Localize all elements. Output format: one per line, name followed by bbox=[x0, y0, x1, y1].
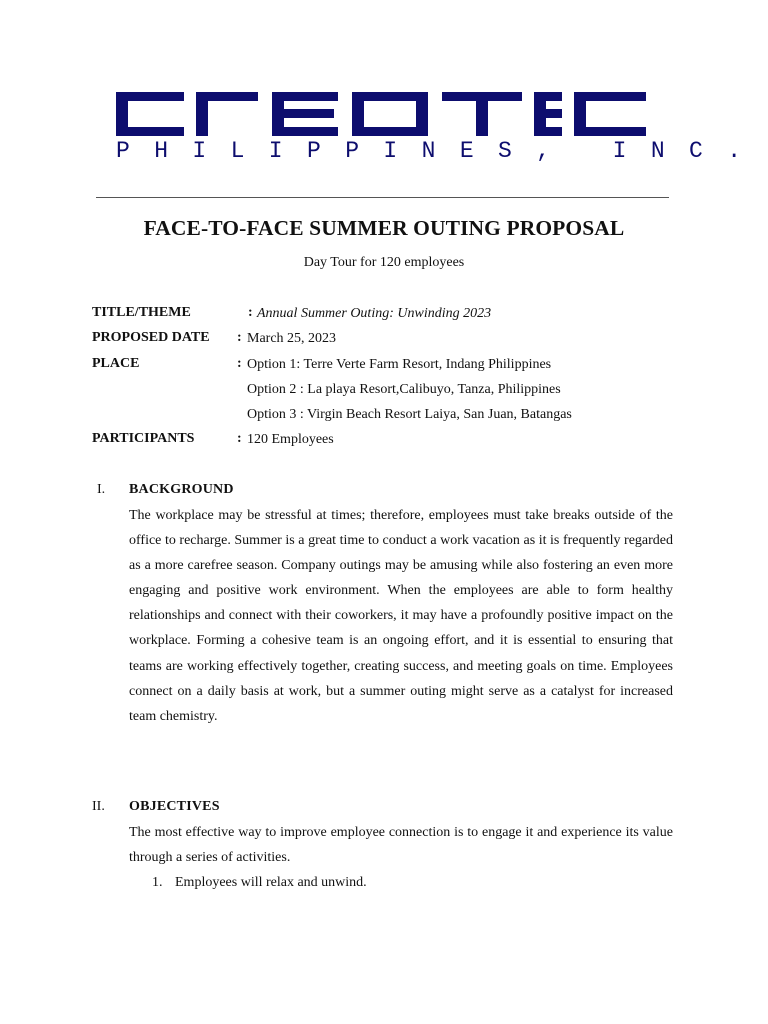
place-separator: : bbox=[237, 356, 242, 371]
logo-tagline: PHILIPPINES, INC. bbox=[116, 138, 766, 164]
company-logo bbox=[116, 92, 648, 138]
place-option-3: Option 3 : Virgin Beach Resort Laiya, San Juan, Batangas bbox=[247, 407, 572, 422]
list-item: Employees will relax and unwind. bbox=[175, 875, 367, 890]
participants-value: 120 Employees bbox=[247, 432, 334, 447]
participants-separator: : bbox=[237, 431, 242, 446]
header-divider bbox=[96, 197, 669, 198]
background-paragraph: The workplace may be stressful at times; therefore, employees must take breaks outside of the office to recharge. Summer is a great time to conduct a work vacation as it is frequently regarded as a more carefree season. Company outings may be amusing while also fostering an even more engaging and positive work environment. When the employees are able to form healthy relationships and connect with their coworkers, it may have a profoundly positive impact on the workplace. Forming a cohesive team is an ongoing effort, and it is essential to ensuring that teams are working effectively together, creating success, and meeting goals on time. Employees connect on a daily basis at work, but a summer outing might serve as a catalyst for increased team chemistry. bbox=[129, 508, 673, 724]
participants-label: PARTICIPANTS bbox=[92, 431, 195, 446]
place-option-2: Option 2 : La playa Resort,Calibuyo, Tanza, Philippines bbox=[247, 382, 561, 397]
document-title: FACE-TO-FACE SUMMER OUTING PROPOSAL bbox=[143, 216, 625, 240]
list-item-number: 1. bbox=[152, 875, 163, 890]
section-number: II. bbox=[92, 799, 105, 814]
objectives-paragraph: The most effective way to improve employee connection is to engage it and experience its value through a series of activities. bbox=[129, 825, 673, 866]
place-label: PLACE bbox=[92, 356, 140, 371]
date-label: PROPOSED DATE bbox=[92, 330, 210, 345]
credtec-wordmark bbox=[116, 92, 648, 138]
place-option-1: Option 1: Terre Verte Farm Resort, Indang Philippines bbox=[247, 357, 552, 372]
section-heading-objectives: OBJECTIVES bbox=[129, 799, 220, 814]
theme-separator: : bbox=[248, 305, 253, 320]
date-value: March 25, 2023 bbox=[247, 331, 337, 346]
document-subtitle: Day Tour for 120 employees bbox=[303, 255, 465, 270]
theme-value: Annual Summer Outing: Unwinding 2023 bbox=[257, 306, 492, 321]
section-heading-background: BACKGROUND bbox=[129, 482, 234, 497]
section-number: I. bbox=[97, 482, 106, 497]
date-separator: : bbox=[237, 330, 242, 345]
theme-label: TITLE/THEME bbox=[92, 305, 191, 320]
